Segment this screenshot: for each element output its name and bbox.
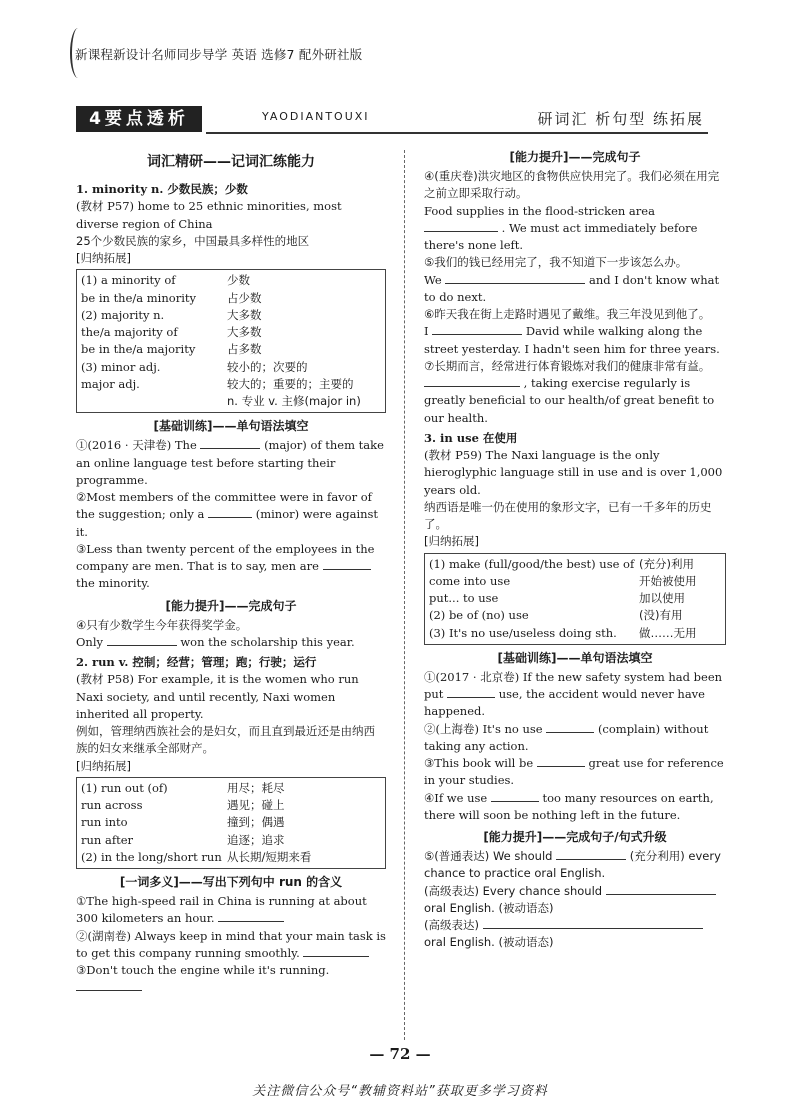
exercise-item: ②(上海卷) It's no use (complain) without taking any action.	[424, 721, 709, 753]
multi-meaning-title: [一词多义]——写出下列句中 run 的含义	[119, 875, 343, 889]
expansion-box-in-use	[424, 553, 726, 645]
exercise-item: ②Most members of the committee were in favor of the suggestion; only a (minor) were against it.	[76, 490, 379, 539]
exercise-prompt: ④只有少数学生今年获得奖学金。	[76, 617, 248, 632]
table-row: run after 追逐；追求	[81, 832, 285, 847]
answer-blank[interactable]	[424, 375, 520, 387]
left-column	[76, 148, 386, 997]
example-translation: 纳西语是唯一仍在使用的象形文字，已有一千多年的历史了。	[424, 499, 712, 531]
column-divider	[404, 150, 405, 1040]
table-row: (2) be of (no) use (没)有用	[429, 608, 683, 623]
answer-blank[interactable]	[200, 437, 260, 449]
table-row: put... to use 加以使用	[429, 591, 685, 605]
exercise-item: ⑤(普通表达) We should (充分利用) every chance to practice oral English.	[424, 849, 721, 881]
answer-blank[interactable]	[537, 755, 585, 767]
exercise-item: ①The high-speed rail in China is running at about 300 kilometers an hour.	[76, 894, 367, 926]
table-row: run across 遇见；碰上	[81, 798, 285, 812]
exercise-item: Food supplies in the flood-stricken area . We must act immediately before there's none left.	[424, 203, 698, 252]
exercise-prompt: ⑤我们的钱已经用完了，我不知道下一步该怎么办。	[424, 255, 688, 270]
basic-training-title: [基础训练]——单句语法填空	[153, 419, 309, 434]
section-banner	[76, 106, 708, 136]
page-header: 新课程新设计名师同步导学 英语 选修7 配外研社版	[75, 47, 363, 62]
table-row: come into use 开始被使用	[429, 573, 697, 588]
answer-blank[interactable]	[445, 272, 585, 284]
word-heading-in-use: 3. in use 在使用	[424, 430, 518, 445]
ability-upgrade-title: [能力提升]——完成句子/句式升级	[483, 830, 667, 844]
textbook-example: (教材 P57) home to 25 ethnic minorities, most diverse region of China	[76, 199, 342, 231]
footer-watermark-note: 关注微信公众号“教辅资料站”获取更多学习资料	[252, 1084, 548, 1099]
table-row: be in the/a majority 占多数	[81, 342, 262, 357]
answer-blank[interactable]	[303, 945, 369, 957]
table-row: (2) majority n. 大多数	[81, 307, 262, 322]
answer-blank[interactable]	[107, 634, 177, 646]
exercise-prompt: ⑥昨天我在街上走路时遇见了戴维。我三年没见到他了。	[424, 307, 711, 321]
answer-blank[interactable]	[483, 917, 703, 929]
exercise-item: ④If we use too many resources on earth, there will soon be nothing left in the future.	[424, 790, 714, 822]
table-row: n. 专业 v. 主修(major in)	[227, 394, 361, 408]
table-row: major adj. 较大的；重要的；主要的	[81, 376, 354, 391]
exercise-prompt: ④(重庆卷)洪灾地区的食物供应快用完了。我们必须在用完之前立即采取行动。	[424, 169, 720, 201]
expansion-box-minority	[76, 269, 386, 413]
page-number: — 72 —	[369, 1045, 431, 1063]
example-translation: 例如，管理纳西族社会的是妇女，而且直到最近还是由纳西族的妇女来继承全部财产。	[76, 724, 375, 756]
answer-blank[interactable]	[218, 910, 284, 922]
answer-blank[interactable]	[491, 790, 539, 802]
exercise-prompt: ⑦长期而言，经常进行体育锻炼对我们的健康非常有益。	[424, 358, 711, 373]
answer-blank[interactable]	[606, 883, 716, 895]
basic-training-title: [基础训练]——单句语法填空	[497, 650, 653, 665]
exercise-item: ①(2017 · 北京卷) If the new safety system had been put use, the accident would never have happened.	[424, 669, 723, 719]
table-row: the/a majority of 大多数	[81, 325, 262, 339]
exercise-item: ③This book will be great use for reference in your studies.	[424, 756, 724, 788]
word-heading-run: 2. run v. 控制；经营；管理；跑；行驶；运行	[76, 655, 317, 669]
exercise-item: , taking exercise regularly is greatly beneficial to our health/of great benefit to our health.	[424, 376, 715, 425]
banner-rule	[206, 132, 708, 134]
exercise-item: ③Don't touch the engine while it's running.	[76, 962, 386, 997]
table-row: be in the/a minority 占少数	[81, 290, 262, 305]
expansion-box-run	[76, 777, 386, 869]
table-row: (3) minor adj. 较小的；次要的	[81, 359, 308, 374]
exercise-item: We and I don't know what to do next.	[424, 272, 720, 304]
exercise-item: ③Less than twenty percent of the employees in the company are men. That is to say, men are the minority.	[76, 541, 375, 591]
table-row: (1) a minority of 少数	[81, 273, 250, 288]
expand-label: [归纳拓展]	[424, 534, 479, 549]
answer-blank[interactable]	[323, 558, 371, 570]
word-heading-minority: 1. minority n. 少数民族；少数	[76, 182, 248, 196]
ability-title: [能力提升]——完成句子	[165, 598, 297, 613]
textbook-example: (教材 P59) The Naxi language is the only hieroglyphic language still in use and is over 1,000 years old.	[424, 448, 723, 497]
exercise-item: ②(湖南卷) Always keep in mind that your main task is to get this company running smoothly.	[76, 928, 386, 960]
banner-pinyin: YAODIANTOUXI	[262, 110, 370, 123]
expand-label: [归纳拓展]	[76, 251, 131, 265]
banner-subtitle: 研词汇 析句型 练拓展	[537, 110, 704, 128]
ability-title: [能力提升]——完成句子	[509, 150, 641, 164]
banner-title: 4要点透析	[76, 106, 202, 132]
example-translation: 25个少数民族的家乡，中国最具多样性的地区	[76, 233, 310, 248]
answer-blank[interactable]	[556, 848, 626, 860]
answer-blank[interactable]	[76, 979, 142, 991]
table-row: (2) in the long/short run 从长期/短期来看	[81, 849, 312, 864]
table-row: run into 撞到；偶遇	[81, 815, 285, 830]
vocab-section-title: 词汇精研——记词汇练能力	[147, 154, 315, 170]
answer-blank[interactable]	[447, 686, 495, 698]
table-row: (1) make (full/good/the best) use of (充分)利用	[429, 556, 694, 571]
table-row: (1) run out (of) 用尽；耗尽	[81, 780, 285, 795]
answer-blank[interactable]	[424, 220, 498, 232]
expand-label: [归纳拓展]	[76, 758, 131, 773]
exercise-item: Only won the scholarship this year.	[76, 634, 355, 649]
textbook-example: (教材 P58) For example, it is the women who run Naxi society, and until recently, Naxi women inherited all property.	[76, 672, 359, 721]
exercise-item: I David while walking along the street yesterday. I hadn't seen him for three years.	[424, 324, 720, 356]
exercise-item: ①(2016 · 天津卷) The (major) of them take an online language test before starting their programme.	[76, 438, 384, 487]
table-row: (3) It's no use/useless doing sth. 做……无用	[429, 625, 697, 640]
answer-blank[interactable]	[432, 323, 522, 335]
exercise-item: (高级表达) oral English. (被动语态)	[424, 917, 726, 952]
right-column	[424, 148, 726, 952]
answer-blank[interactable]	[208, 506, 252, 518]
exercise-item: (高级表达) Every chance should oral English. (被动语态)	[424, 883, 726, 918]
answer-blank[interactable]	[546, 721, 594, 733]
